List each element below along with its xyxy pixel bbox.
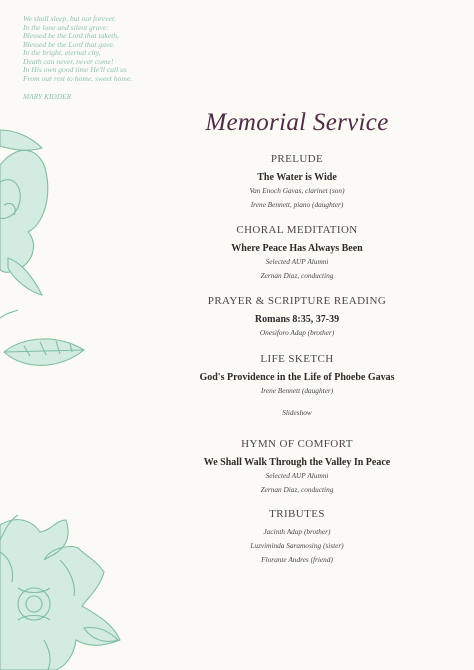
section-detail: Zernan Diaz, conducting (260, 485, 334, 494)
poem-line: Blessed be the Lord that gave. (23, 39, 115, 49)
section-detail: Onesiforo Adap (brother) (259, 328, 335, 337)
poem-line: In the lone and silent grave: (23, 22, 109, 32)
program (180, 108, 414, 567)
section-detail: Florante Andres (friend) (261, 555, 333, 564)
flower-illustration-bottom (0, 515, 120, 670)
section-detail: Zernan Diaz, conducting (260, 271, 334, 280)
poem (23, 15, 193, 102)
poem-line: In the bright, eternal city, (23, 48, 101, 57)
poem-line: In His own good time He'll call us (23, 65, 127, 74)
program-title: Memorial Service (205, 109, 389, 136)
poem-author: MARY KIDDER (23, 92, 72, 101)
poem-line: We shall sleep, but not forever, (23, 14, 116, 23)
section-heading: LIFE SKETCH (260, 353, 334, 365)
program-section-choral-meditation (180, 223, 414, 283)
section-heading: PRELUDE (270, 153, 324, 165)
program-section-prayer-scripture (180, 294, 414, 340)
poem-line: From our rest to home, sweet home. (23, 73, 133, 83)
poem-line: Death can never, never come! (23, 56, 114, 66)
section-detail: Van Enoch Gavas, clarinet (son) (249, 186, 345, 195)
leaf-illustration (0, 310, 84, 365)
program-section-hymn-of-comfort (180, 437, 414, 497)
section-detail: Irene Bennett, piano (daughter) (250, 200, 344, 209)
section-detail (180, 398, 414, 406)
section-piece: We Shall Walk Through the Valley In Peace (203, 457, 391, 468)
section-heading: PRAYER & SCRIPTURE READING (207, 295, 387, 307)
section-piece: The Water is Wide (257, 172, 337, 183)
program-section-life-sketch (180, 352, 414, 420)
section-heading: CHORAL MEDITATION (236, 224, 358, 236)
flower-illustration-top (0, 130, 48, 295)
section-piece: God's Providence in the Life of Phoebe Gavas (199, 372, 395, 383)
section-heading: TRIBUTES (269, 508, 325, 520)
program-section-tributes (180, 507, 414, 567)
section-detail: Jacinth Adap (brother) (263, 527, 331, 536)
section-detail: Luzviminda Saramosing (sister) (250, 541, 344, 550)
section-detail: Selected AUP Alumni (265, 471, 329, 480)
program-section-prelude (180, 152, 414, 212)
section-detail: Irene Bennett (daughter) (260, 386, 334, 395)
section-detail: Slideshow (282, 408, 312, 417)
section-heading: HYMN OF COMFORT (241, 438, 353, 450)
section-piece: Romans 8:35, 37-39 (254, 314, 340, 325)
section-piece: Where Peace Has Always Been (231, 243, 363, 254)
section-detail: Selected AUP Alumni (265, 257, 329, 266)
poem-line: Blessed be the Lord that taketh, (23, 31, 119, 40)
